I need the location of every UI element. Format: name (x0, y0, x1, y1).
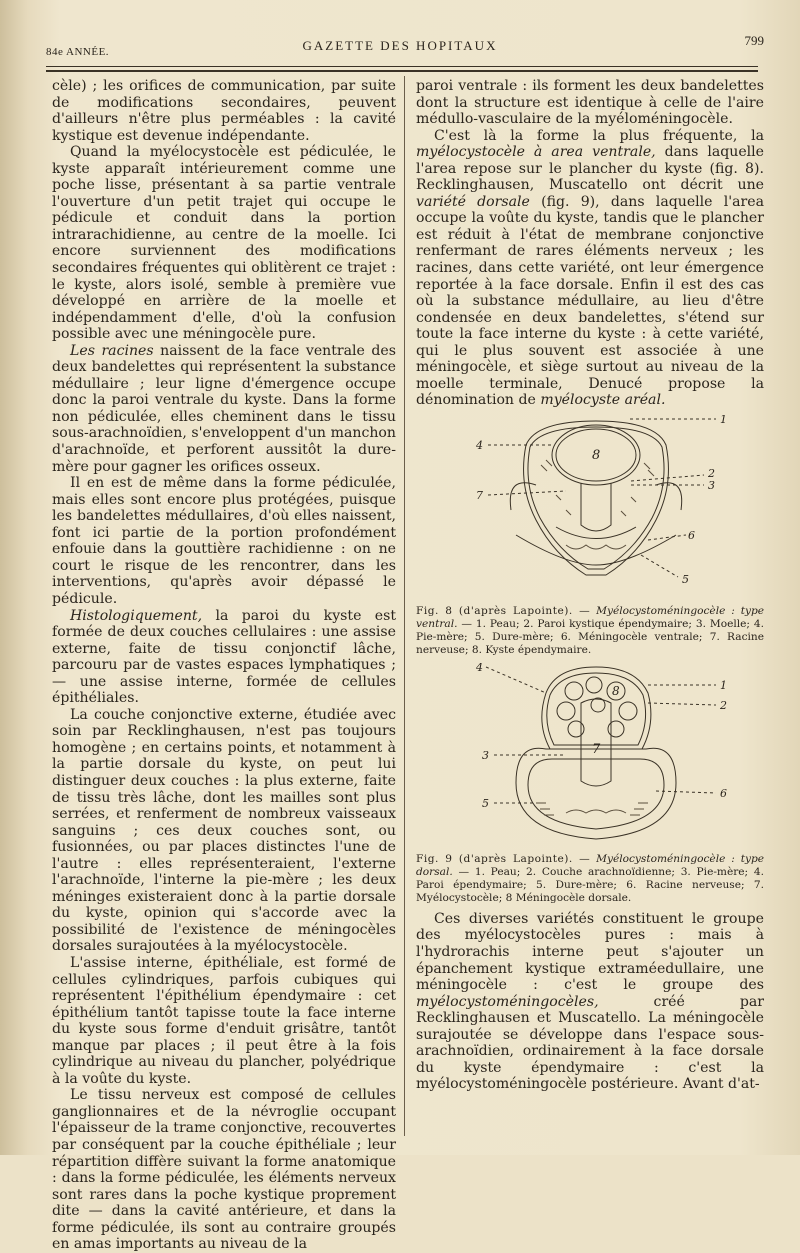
caption-text: — 1. Peau; 2. Couche arachnoïdienne; 3. Pie-mère; 4. Paroi épendymaire; 5. Dure-mère; 6. Racine nerveuse; 7. Myélocystocèle; 8 Méningocèle dorsale. (416, 865, 764, 904)
paragraph: La couche conjonctive externe, étudiée avec soin par Recklinghausen, n'est pas toujours homogène ; en certains points, et notamment à la partie dorsale du kyste, on peut lui distinguer deux couches : la plus externe, faite de tissu très lâche, dont les mailles sont plus serrées, et renferment de nombreux vaisseaux sanguins ; ces deux couches sont, ou fusionnées, ou par places distinctes l'une de l'autre : elles représenteraient, l'externe l'arachnoïde, l'interne la pie-mère ; les deux méninges existeraient donc à la partie dorsale du kyste, opinion qui s'accorde avec la possibilité de l'existence de méningocèles dorsales surajoutées à la myélocystocèle. (52, 706, 396, 955)
fig9-label-5: 5 (482, 796, 489, 810)
journal-title: GAZETTE DES HOPITAUX (302, 38, 498, 53)
fig8-label-7: 7 (476, 488, 483, 502)
column-separator (404, 76, 405, 1136)
paragraph-text: créé par Recklinghausen et Muscatello. La méningocèle surajoutée se développe dans l'espace sous-arachnoïdien, ordinairement à la face dorsale du kyste épendymaire : c'est la myélocystoméningocèle postérieure. Avant d'at- (416, 993, 764, 1093)
paragraph (52, 343, 396, 475)
header-rule (46, 66, 758, 67)
fig9-label-8: 8 (612, 683, 620, 698)
figure-8-caption (416, 605, 764, 657)
paragraph: Quand la myélocystocèle est pédiculée, le kyste apparaît intérieurement comme une poche lisse, présentant à sa partie ventrale l'ouverture d'un petit trajet qui occupe le pédicule et conduit dans la portion intrarachidienne, au centre de la moelle. Ici encore surviennent des modifications secondaires fréquentes qui oblitèrent ce trajet : le kyste, alors isolé, semble à première vue développé en arrière de la moelle et indépendamment d'elle, d'où la confusion possible avec une méningocèle pure. (52, 144, 396, 343)
caption-title: Myélocystoméningocèle : type ventral. (416, 604, 764, 630)
emphasis: Histologiquement, (70, 607, 203, 624)
paragraph: L'assise interne, épithéliale, est formé de cellules cylindriques, parfois cubiques qui représentent l'épithélium épendymaire : cet épithélium tantôt tapisse toute la face interne du kyste sous forme d'enduit grisâtre, tantôt manque par places ; il peut être à la fois cylindrique au niveau du plancher, polyédrique à la voûte du kyste. (52, 954, 396, 1087)
figure-9-illustration (416, 663, 764, 849)
fig9-label-1: 1 (720, 678, 727, 692)
caption-label: Fig. 9 (d'après Lapointe). — (416, 852, 591, 865)
fig9-label-2: 2 (720, 698, 727, 712)
fig9-label-7: 7 (592, 741, 601, 757)
fig8-label-1: 1 (720, 414, 727, 426)
fig9-label-6: 6 (720, 786, 727, 800)
caption-title: Myélocystoméningocèle : type dorsal. (416, 852, 764, 878)
paragraph (52, 608, 396, 707)
paragraph: Le tissu nerveux est composé de cellules ganglionnaires et de la névroglie occupant l'épaisseur de la trame conjonctive, recouvertes par conséquent par la couche épithéliale ; leur répartition diffère suivant la forme anatomique : dans la forme pédiculée, les éléments nerveux sont rares dans la poche kystique proprement dite — dans la cavité antérieure, et dans la forme pédiculée, ils sont au contraire groupés en amas importants au niveau de la (52, 1087, 396, 1253)
fig8-label-4: 4 (476, 438, 483, 452)
caption-label: Fig. 8 (d'après Lapointe). — (416, 604, 591, 617)
fig8-label-3: 3 (708, 478, 715, 492)
left-column (52, 78, 396, 1253)
paragraph: Il en est de même dans la forme pédiculée, mais elles sont encore plus protégées, puisque les bandelettes médullaires, d'où elles naissent, font ici partie de la portion profondément enfouie dans la gouttière rachidienne : on ne court le risque de les rencontrer, dans les interventions, qu'après avoir dépassé le pédicule. (52, 475, 396, 607)
page-number: 799 (744, 33, 764, 48)
fig8-label-6: 6 (688, 528, 695, 542)
caption-text: — 1. Peau; 2. Paroi kystique épendymaire; 3. Moelle; 4. Pie-mère; 5. Dure-mère; 6. Méningocèle ventrale; 7. Racine nerveuse; 8. Kyste épendymaire. (416, 617, 764, 656)
paragraph-text: la paroi du kyste est formée de deux couches cellulaires : une assise externe, faite de tissu conjonctif lâche, parcouru par de vastes espaces lymphatiques ; — une assise interne, formée de cellules épithéliales. (52, 607, 396, 707)
figure-9-caption (416, 853, 764, 905)
paragraph: cèle) ; les orifices de communication, par suite de modifications secondaires, peuvent d'ailleurs n'être plus perméables : la cavité kystique est devenue indépendante. (52, 78, 396, 144)
paragraph-text: (fig. 9), dans laquelle l'area occupe la voûte du kyste, tandis que le plancher est réduit à l'état de membrane conjonctive renfermant de rares éléments nerveux ; les racines, dans cette variété, ont leur émergence reportée à la face dorsale. Enfin il est des cas où la substance médullaire, au lieu d'être condensée en deux bandelettes, s'étend sur toute la face interne du kyste : à cette variété, qui le plus souvent est associée à une méningocèle, et siège surtout au niveau de la moelle terminale, Denucé propose la dénomination de (416, 193, 764, 409)
emphasis: myélocyste aréal. (540, 392, 666, 409)
paragraph-text: C'est là la forme la plus fréquente, la (434, 127, 764, 144)
paragraph (416, 128, 764, 409)
page-header (36, 28, 764, 58)
paragraph: paroi ventrale : ils forment les deux bandelettes dont la structure est identique à celle de l'aire médullo-vasculaire de la myéloméningocèle. (416, 78, 764, 128)
fig8-label-5: 5 (682, 572, 689, 586)
right-column (416, 78, 764, 1093)
figure-9 (416, 663, 764, 905)
fig8-label-8: 8 (592, 447, 601, 463)
fig8-label-2: 2 (708, 466, 715, 480)
emphasis: Les racines (70, 342, 154, 359)
figure-8 (416, 415, 764, 657)
paragraph-text: Ces diverses variétés constituent le groupe des myélocystocèles pures : mais à l'hydrorachis interne peut s'ajouter un épanchement kystique extraméedullaire, une méningocèle : c'est le groupe des (416, 910, 764, 994)
emphasis: variété dorsale (416, 193, 530, 210)
year-label: 84e ANNÉE. (46, 46, 110, 58)
paragraph-text: naissent de la face ventrale des deux bandelettes qui représentent la substance médullaire ; leur ligne d'émergence occupe donc la paroi ventrale du kyste. Dans la forme non pédiculée, elles cheminent dans le tissu sous-arachnoïdien, s'enveloppent d'un manchon d'arachnoïde, et perforent aussitôt la dure-mère pour gagner les orifices osseux. (52, 342, 396, 475)
emphasis: myélocystocèle à area ventrale, (416, 144, 656, 161)
figure-8-illustration (416, 415, 764, 601)
emphasis: myélocystoméningocèles, (416, 993, 599, 1010)
paragraph-text: dans laquelle l'area repose sur le plancher du kyste (fig. 8). Recklinghausen, Muscatello ont décrit une (416, 144, 765, 194)
fig9-label-3: 3 (482, 748, 489, 762)
paragraph (416, 911, 764, 1093)
fig9-label-4: 4 (476, 662, 483, 674)
header-rule-thick (46, 70, 758, 72)
